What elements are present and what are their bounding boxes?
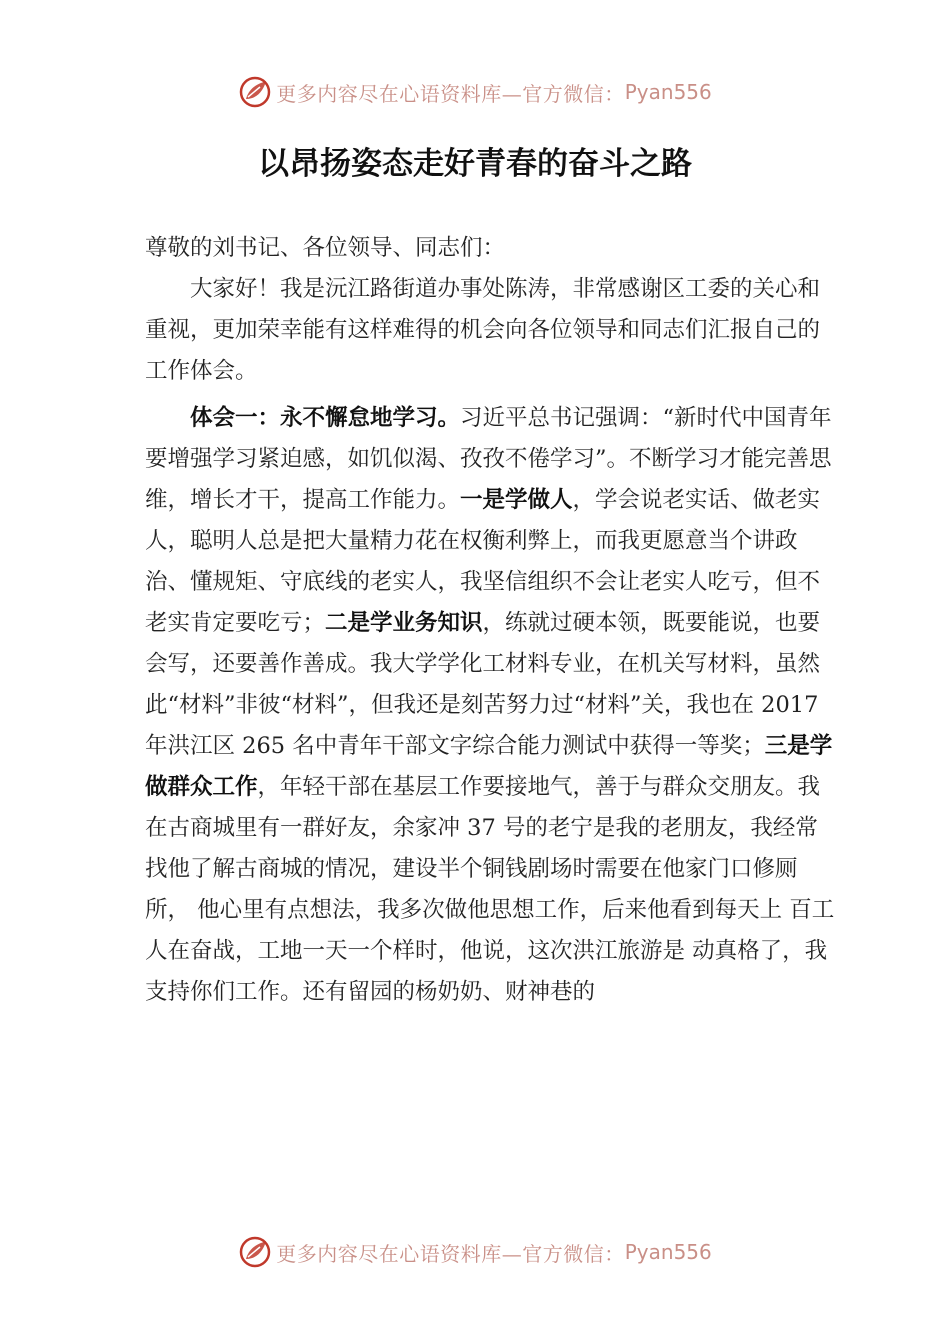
watermark-wechat-id: Pyan556	[624, 1240, 712, 1264]
point-two-label: 二是学业务知识	[325, 610, 483, 636]
footer-watermark	[0, 1232, 950, 1272]
document-title: 以昂扬姿态走好青春的奋斗之路	[258, 146, 692, 182]
point-one-label: 一是学做人	[460, 487, 573, 513]
point-one-text: ，学会说老实话、做老实人，聪明人总是把大量精力花在权衡利弊上，而我更愿意当个讲政治、懂规矩、守底线的老实人，我坚信组织不会让老实人吃亏，但不老实肯定要吃亏；	[145, 487, 821, 636]
watermark-text: 更多内容尽在心语资料库—官方微信：	[276, 81, 625, 106]
document-body	[145, 228, 835, 1013]
leaf-logo-icon	[238, 1235, 272, 1269]
experience-one-paragraph	[145, 398, 835, 1013]
point-three-text: ，年轻干部在基层工作要接地气，善于与群众交朋友。我在古商城里有一群好友，余家冲 37 号的老宁是我的老朋友，我经常找他了解古商城的情况，建设半个铜钱剧场时需要在他家门口修厕所， 他心里有点想法，我多次做他思想工作，后来他看到每天上 百工人在奋战，工地一天一个样时，他说，这次洪江旅游是 动真格了，我支持你们工作。还有留园的杨奶奶、财神巷的	[145, 774, 835, 1005]
header-watermark	[0, 72, 950, 112]
watermark-wechat-id: Pyan556	[624, 80, 712, 104]
experience-one-intro: 习近平总书记强调：“新时代中国青年要增强学习紧迫感，如饥似渴、孜孜不倦学习”。不断学习才能完善思维，增长才干，提高工作能力。	[145, 405, 832, 513]
salutation: 尊敬的刘书记、各位领导、同志们：	[145, 235, 506, 261]
leaf-logo-icon	[238, 75, 272, 109]
opening-paragraph: 大家好！我是沅江路街道办事处陈涛，非常感谢区工委的关心和重视，更加荣幸能有这样难得的机会向各位领导和同志们汇报自己的工作体会。	[145, 276, 821, 384]
point-two-text: ，练就过硬本领，既要能说，也要会写，还要善作善成。我大学学化工材料专业，在机关写材料，虽然此“材料”非彼“材料”，但我还是刻苦努力过“材料”关，我也在 2017 年洪江区 265 名中青年干部文字综合能力测试中获得一等奖；	[145, 610, 821, 759]
experience-one-heading: 体会一：永不懈怠地学习。	[190, 405, 461, 431]
watermark-text: 更多内容尽在心语资料库—官方微信：	[276, 1241, 625, 1266]
point-three-label: 三是学做群众工作	[145, 733, 833, 800]
